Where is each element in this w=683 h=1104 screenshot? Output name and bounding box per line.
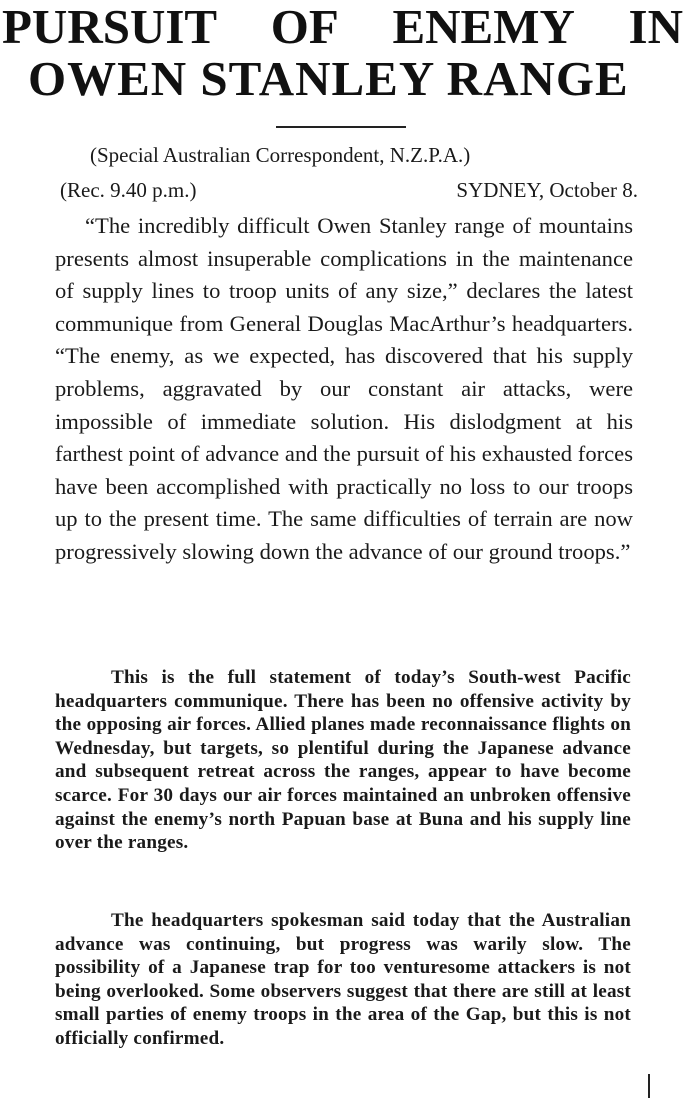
byline: (Special Australian Correspondent, N.Z.P.A.)	[90, 143, 471, 167]
body-paragraph-2: This is the full statement of today’s South-west Pacific headquarters communique. There has been no offensive activity by the opposing air forces. Allied planes made reconnaissance flights on Wednesday, but targets, so plentiful during the Japanese advance and subsequent retreat across the ranges, appear to have become scarce. For 30 days our air forces maintained an unbroken offensive against the enemy’s north Papuan base at Buna and his supply line over the ranges.	[55, 667, 631, 854]
dateline: SYDNEY, October 8.	[456, 178, 638, 202]
body-paragraph-3: The headquarters spokesman said today that the Australian advance was continuing, but progress was warily slow. The possibility of a Japanese trap for too venturesome attackers is not being overlooked. Some observers suggest that there are still at least small parties of enemy troops in the area of the Gap, but this is not officially confirmed.	[55, 910, 631, 1049]
dateline-row	[60, 178, 638, 202]
lead-paragraph: “The incredibly difficult Owen Stanley range of mountains presents almost insuperable complications in the maintenance of supply lines to troop units of any size,” declares the latest communique from General Douglas MacArthur’s headquarters. “The enemy, as we expected, has discovered that his supply problems, aggravated by our constant air attacks, were impossible of immediate solution. His dislodgment at his farthest point of advance and the pursuit of his exhausted forces have been accomplished with practically no loss to our troops up to the present time. The same difficulties of terrain are now progressively slowing down the advance of our ground troops.”	[55, 213, 633, 564]
headline-word: PURSUIT	[2, 0, 218, 54]
headline-word: OF	[270, 0, 339, 54]
column-edge-mark	[648, 1074, 650, 1098]
headline-word: IN	[628, 0, 683, 54]
received-time: (Rec. 9.40 p.m.)	[60, 178, 197, 202]
headline-divider	[276, 126, 406, 128]
headline-line-1	[2, 2, 683, 52]
headline-line-2: OWEN STANLEY RANGE	[28, 51, 629, 106]
headline-word: ENEMY	[392, 0, 575, 54]
